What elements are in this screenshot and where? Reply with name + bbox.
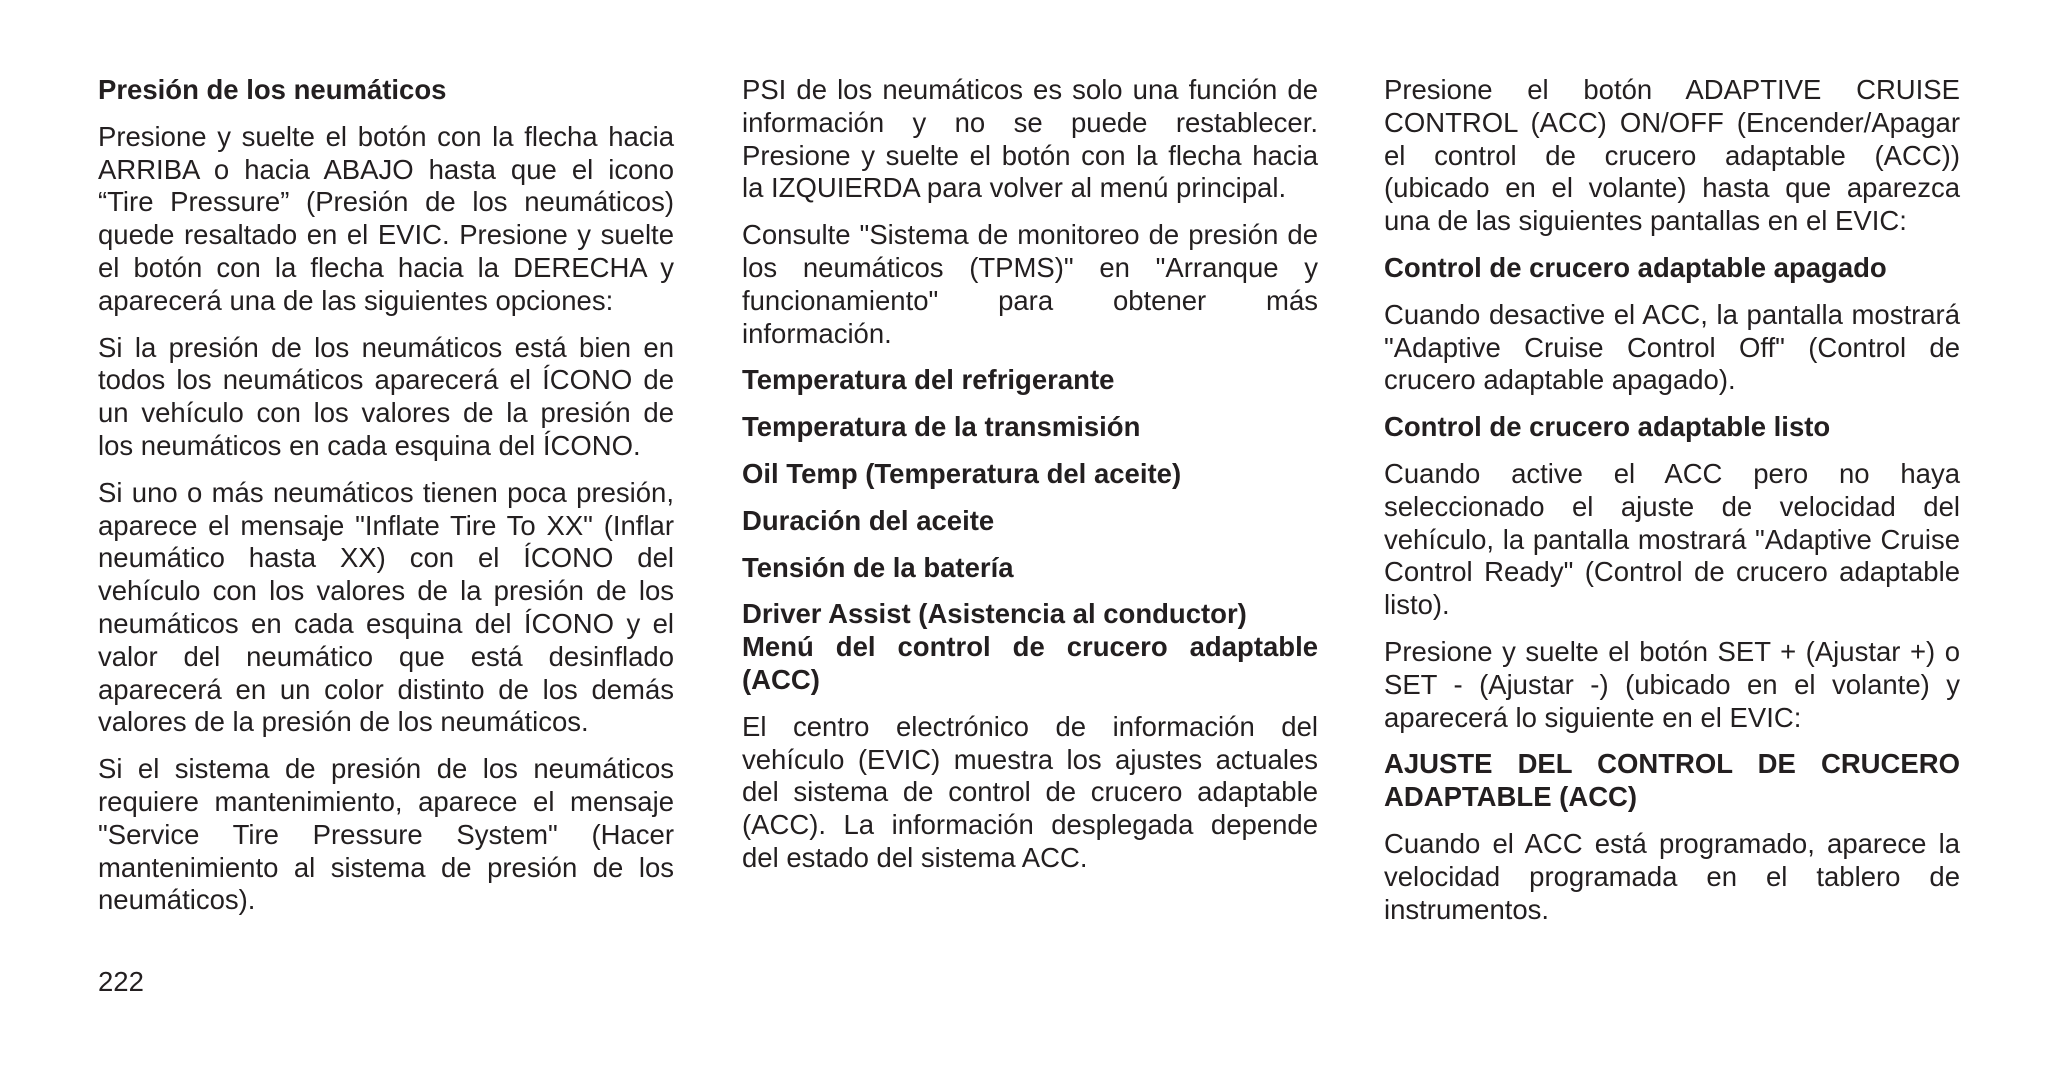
section-heading-oil-temp: Oil Temp (Temperatura del aceite)	[742, 457, 1182, 489]
paragraph: Presione y suelte el botón con la flecha hacia ARRIBA o hacia ABAJO hasta que el icono “Tire Pressure” (Presión de los neumáticos) quede resaltado en el EVIC. Presione y suelte el botón con la flecha hacia la DERECHA y aparecerá una de las siguientes opciones:	[98, 120, 674, 316]
paragraph: Cuando desactive el ACC, la pantalla mostrará "Adaptive Cruise Control Off" (Control de crucero adaptable apagado).	[1384, 298, 1960, 396]
section-heading-battery-voltage: Tensión de la batería	[742, 551, 1014, 583]
section-heading-tire-pressure: Presión de los neumáticos	[98, 74, 447, 105]
paragraph: Presione y suelte el botón SET + (Ajustar +) o SET - (Ajustar -) (ubicado en el volante) y aparecerá lo siguiente en el EVIC:	[1384, 635, 1960, 733]
paragraph: Si el sistema de presión de los neumáticos requiere mantenimiento, aparece el mensaje "Service Tire Pressure System" (Hacer mantenimiento al sistema de presión de los neumáticos).	[98, 753, 674, 916]
section-heading-acc-setting: AJUSTE DEL CONTROL DE CRUCERO ADAPTABLE (ACC)	[1384, 748, 1960, 813]
column-middle	[742, 74, 1318, 889]
section-heading-acc-menu: Menú del control de crucero adaptable (ACC)	[742, 631, 1318, 695]
section-heading-coolant-temp: Temperatura del refrigerante	[742, 364, 1115, 396]
section-heading-transmission-temp: Temperatura de la transmisión	[742, 411, 1141, 443]
column-left	[98, 74, 674, 931]
paragraph: Presione el botón ADAPTIVE CRUISE CONTROL (ACC) ON/OFF (Encender/Apagar el control de crucero adaptable (ACC)) (ubicado en el volante) hasta que aparezca una de las siguientes pantallas en el EVIC:	[1384, 74, 1960, 237]
section-heading-acc-off: Control de crucero adaptable apagado	[1384, 251, 1887, 283]
section-heading-acc-ready: Control de crucero adaptable listo	[1384, 411, 1831, 443]
paragraph: Cuando el ACC está programado, aparece la velocidad programada en el tablero de instrumentos.	[1384, 827, 1960, 925]
paragraph: PSI de los neumáticos es solo una función de información y no se puede restablecer. Presione y suelte el botón con la flecha hacia la IZQUIERDA para volver al menú principal.	[742, 74, 1318, 204]
paragraph: Consulte "Sistema de monitoreo de presión de los neumáticos (TPMS)" en "Arranque y funcionamiento" para obtener más información.	[742, 219, 1318, 349]
paragraph: Si uno o más neumáticos tienen poca presión, aparece el mensaje "Inflate Tire To XX" (Inflar neumático hasta XX) con el ÍCONO del vehículo con los valores de la presión de los neumáticos en cada esquina del ÍCONO y el valor del neumático que está desinflado aparecerá en un color distinto de los demás valores de la presión de los neumáticos.	[98, 476, 674, 738]
paragraph: Cuando active el ACC pero no haya seleccionado el ajuste de velocidad del vehículo, la pantalla mostrará "Adaptive Cruise Control Ready" (Control de crucero adaptable listo).	[1384, 457, 1960, 621]
paragraph: Si la presión de los neumáticos está bien en todos los neumáticos aparecerá el ÍCONO de un vehículo con los valores de la presión de los neumáticos en cada esquina del ÍCONO.	[98, 331, 674, 461]
column-right	[1384, 74, 1960, 940]
section-heading-oil-life: Duración del aceite	[742, 504, 995, 536]
paragraph: El centro electrónico de información del vehículo (EVIC) muestra los ajustes actuales del sistema de control de crucero adaptable (ACC). La información desplegada depende del estado del sistema ACC.	[742, 710, 1318, 873]
section-heading-driver-assist: Driver Assist (Asistencia al conductor)	[742, 598, 1247, 630]
page-number: 222	[98, 966, 144, 997]
